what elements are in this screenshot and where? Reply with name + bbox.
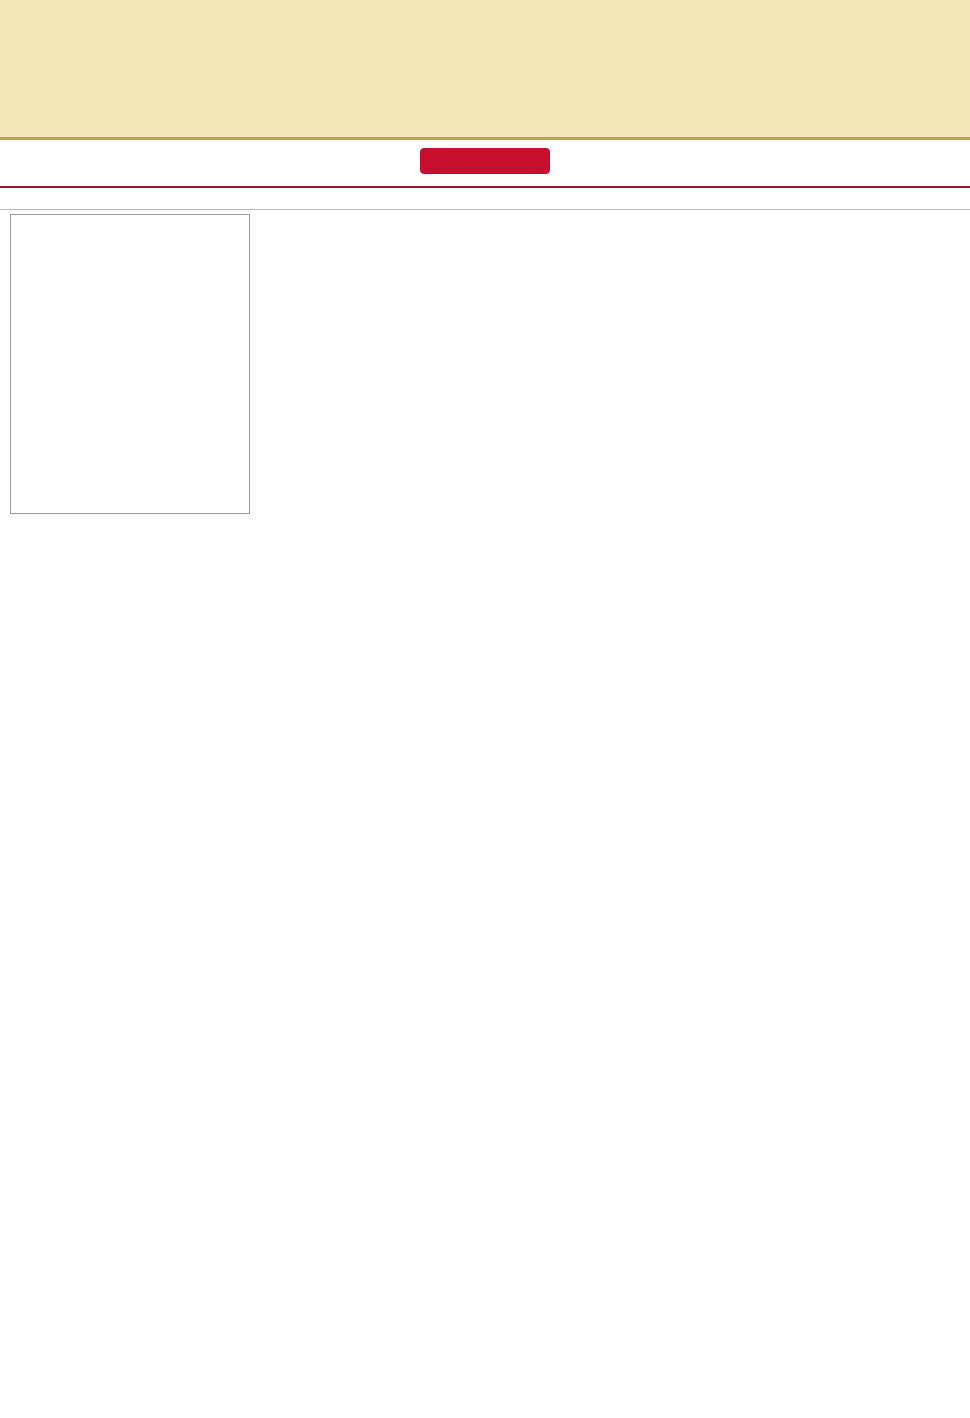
- top-news-band: [0, 0, 970, 140]
- section-label: [420, 148, 550, 174]
- feature-article-two-body: [240, 650, 740, 1350]
- top-story-left: [0, 12, 470, 130]
- page-masthead: [0, 140, 970, 188]
- feature-article-one: [260, 214, 960, 514]
- top-story-right: [500, 12, 970, 130]
- feature-article-one-title: [260, 214, 960, 230]
- feature-article-two: [0, 520, 970, 1418]
- feature-article-two-title: [150, 540, 850, 630]
- issue-meta-bar: [0, 188, 970, 210]
- publisher-info-box: [10, 214, 250, 514]
